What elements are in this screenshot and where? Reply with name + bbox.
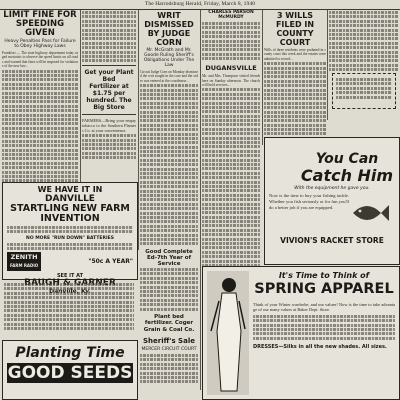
article-writ-dismissed [140,10,198,246]
article-text-lines [2,70,78,182]
spring-line2: SPRING APPAREL [254,281,394,297]
plant-bed-ad-line1: Get your Plant Bed [84,69,134,84]
brand-name: ZENITH [10,253,38,262]
fishing-tackle-ad [264,137,400,265]
catch-line3: With the equipment he gave you. [294,186,370,191]
dress-illustration-icon [207,271,249,395]
mid-headline: Good Complete Ed-7th Year of Service [145,249,193,267]
zenith-radio-ad [2,182,138,280]
spring-apparel-ad [202,266,400,400]
ad-headline: STARTLING NEW FARM INVENTION [10,203,130,224]
masthead: The Harrodsburg Herald, Friday, March 8, 1940 [0,0,400,10]
article-body: Wills of three residents were probated in county court this week and the estates were admitted to record... [264,48,326,61]
article-text-lines [82,134,136,159]
section-heading: DUGANSVILLE [205,64,257,73]
article-text-lines [202,22,260,60]
zenith-logo [7,252,41,271]
headline: 3 WILLS FILED IN COUNTY COURT [275,11,315,47]
seeds-line2: GOOD SEEDS [7,363,133,383]
headline: WRIT DISMISSED BY JUDGE CORN [144,11,194,47]
column-two [82,10,136,182]
brand-sub: FARM RADIO [10,263,39,269]
ad-see-it: SEE IT AT [56,273,84,280]
plant-bed-ad-line3: hundred. The Big Store [86,97,132,112]
sale-sub: MERCER CIRCUIT COURT [141,347,197,353]
ad-tagline: NO MORE "RUN DOWN" BATTERIES [26,235,114,241]
ad-year: "50c A YEAR" [88,258,133,266]
headline: LIMIT FINE FOR SPEEDING GIVEN [3,10,77,38]
divider [82,65,136,66]
fish-illustration-icon [349,193,391,233]
fertilizer-ad: Plant bed fertilizer. Coger Grain & Coal Co. [143,313,195,333]
column-rule [200,10,201,390]
catch-body: Now is the time to buy your fishing tackle. Whether you fish seriously or for fun you'll do a better job if you are equipped. [269,193,349,210]
column-rule [262,10,263,145]
catch-line1: You Can [315,151,379,167]
column-rule [80,10,81,190]
article-text-lines [82,11,136,62]
ad-top-line: WE HAVE IT IN [37,185,103,194]
divider [82,114,136,115]
spring-body: Think of your Winter wardrobe, and our values! Now is the time to take advantage of our many values at Baker Dept. Store. [253,302,395,313]
farmers-notice: FARMERS—Bring your empty tobacco to the Southern Planters Co. at your convenience. [82,118,136,134]
article-body: Circuit Judge Corn on Monday dismissed the writ sought in the case and the order was entered at the courthouse... [140,70,198,83]
sale-headline: Sheriff's Sale [143,337,195,346]
woman-figure-illustration [207,271,249,395]
subheadline: Mr. McGrath and Mr. Goode Ruling Sheriff's Obligations Under The Law [143,48,195,68]
plant-bed-ad-line2: Fertilizer at $1.75 per [89,83,129,98]
article-body: Mr. and Mrs. Thompson visited friends here on Sunday afternoon. The church will hold services... [202,74,260,87]
spring-footer: DRESSES—Silks in all the new shades. All sizes. [253,343,387,350]
catch-line2: Catch Him [300,166,394,185]
mid-article [4,282,134,336]
article-body: Frankfort — The state highway department today urged motorists to observe the speed limits on all roads and warned that fines will be imposed for violations of the new law... [2,51,78,69]
article-text-lines [264,62,326,135]
byline: CHARLES PARSON McMURDY [208,10,254,20]
ad-brand-row [3,252,137,271]
coupon-box [332,73,396,109]
ad-city: DANVILLE [45,194,95,204]
article-text-lines [140,84,198,246]
article-limit-fine [2,10,78,182]
store-name: VIVION'S RACKET STORE [280,236,384,245]
column-three-lower [140,248,198,398]
seeds-line1: Planting Time [15,345,125,361]
subheadline: Heavy Penalties Pass for Failure to Obey Highway Laws [4,39,76,49]
column-rule [327,10,328,120]
article-wills-filed [264,10,326,135]
column-rule [138,10,139,250]
column-six [329,10,398,115]
seeds-ad [2,340,138,400]
article-text-lines [329,11,398,71]
spring-line1: It's Time to Think of [278,271,370,280]
